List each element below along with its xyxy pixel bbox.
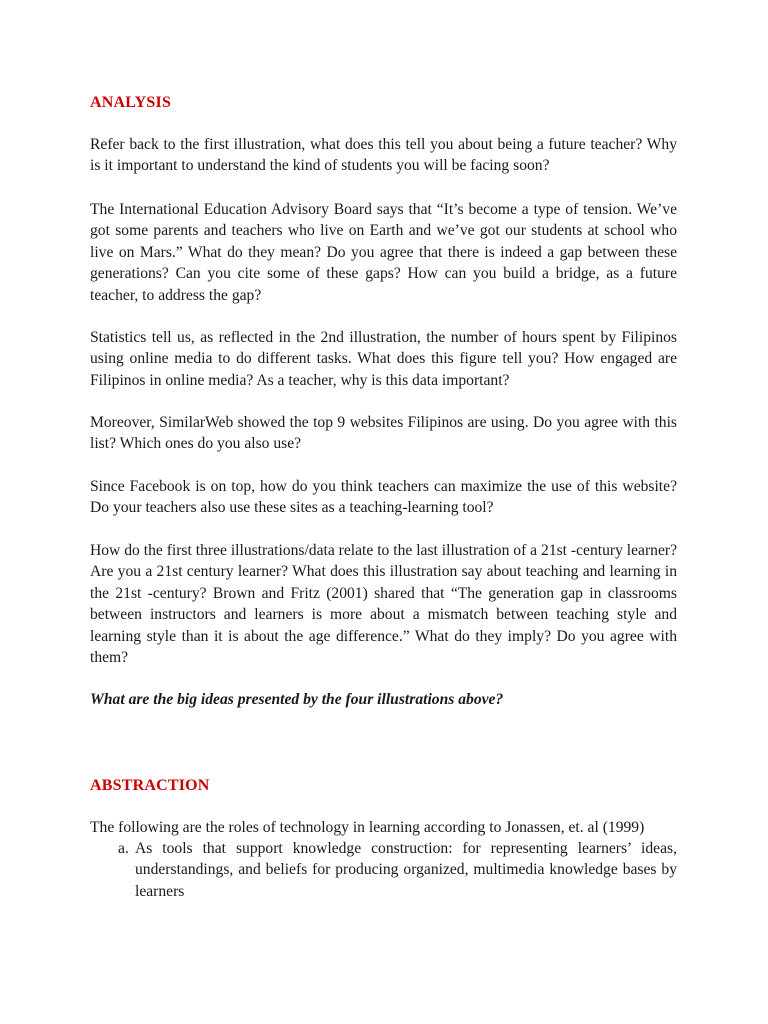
analysis-question: What are the big ideas presented by the four illustrations above? bbox=[90, 691, 504, 708]
roles-list bbox=[90, 838, 677, 902]
analysis-paragraph-5: Since Facebook is on top, how do you think teachers can maximize the use of this website? Do your teachers also use these sites as a teaching-learning tool? bbox=[90, 478, 677, 517]
analysis-paragraph-1: Refer back to the first illustration, what does this tell you about being a future teacher? Why is it important to understand the kind of students you will be facing soon? bbox=[90, 136, 677, 175]
abstraction-heading: ABSTRACTION bbox=[90, 777, 210, 794]
list-item-text: As tools that support knowledge construction: for representing learners’ ideas, understandings, and beliefs for producing organized, multimedia knowledge bases by learners bbox=[135, 840, 677, 900]
analysis-paragraph-3: Statistics tell us, as reflected in the 2nd illustration, the number of hours spent by Filipinos using online media to do different tasks. What does this figure tell you? How engaged are Filipinos in online media? As a teacher, why is this data important? bbox=[90, 329, 677, 389]
analysis-heading: ANALYSIS bbox=[90, 94, 172, 111]
analysis-paragraph-6: How do the first three illustrations/data relate to the last illustration of a 21st -century learner? Are you a 21st century learner? What does this illustration say about teaching and learning in the 21st -century? Brown and Fritz (2001) shared that “The generation gap in classrooms between instructors and learners is more about a mismatch between teaching style and learning style than it is about the age difference.” What do they imply? Do you agree with them? bbox=[90, 542, 677, 667]
analysis-paragraph-4: Moreover, SimilarWeb showed the top 9 websites Filipinos are using. Do you agree with this list? Which ones do you also use? bbox=[90, 414, 677, 453]
list-item bbox=[90, 838, 677, 902]
analysis-paragraph-2: The International Education Advisory Board says that “It’s become a type of tension. We’ve got some parents and teachers who live on Earth and we’ve got our students at school who live on Mars.” What do they mean? Do you agree that there is indeed a gap between these generations? Can you cite some of these gaps? How can you build a bridge, as a future teacher, to address the gap? bbox=[90, 201, 677, 304]
list-item-marker: a. bbox=[118, 840, 129, 857]
abstraction-intro: The following are the roles of technology in learning according to Jonassen, et. al (1999) bbox=[90, 819, 645, 836]
